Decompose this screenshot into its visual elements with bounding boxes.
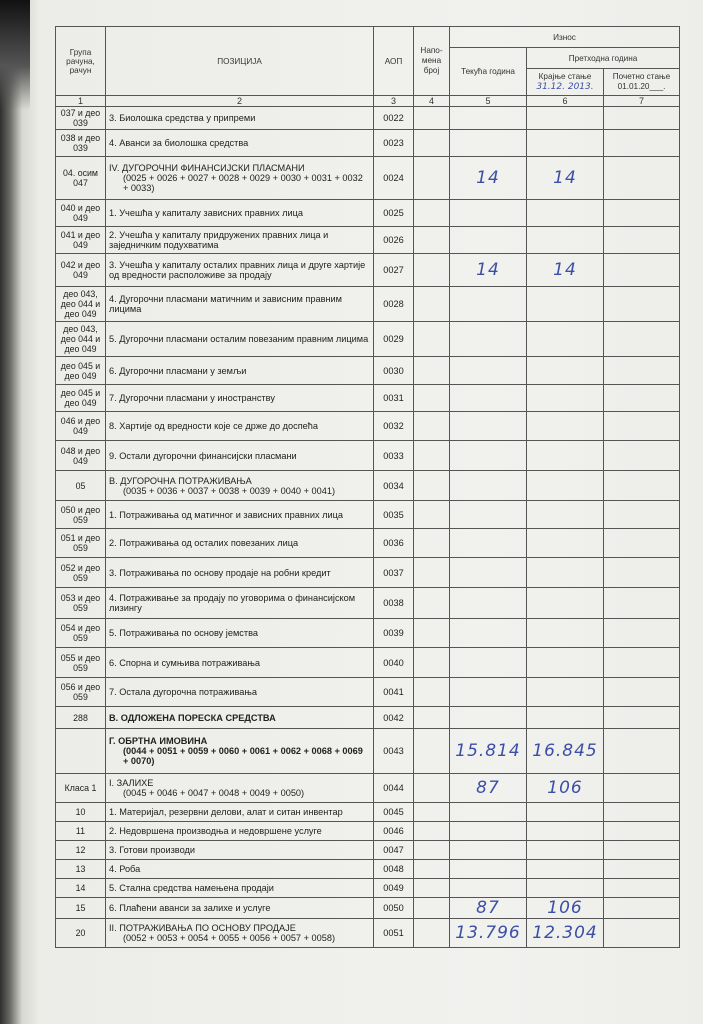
position-label: 2. Потраживања од осталих повезаних лица [109, 538, 299, 548]
current-amount-cell: 13.796 [450, 919, 527, 948]
opening-amount-cell [604, 200, 680, 227]
current-amount-cell [450, 357, 527, 385]
position-cell [106, 357, 374, 385]
position-label: 4. Дугорочни пласмани матичним и зависним правним лицима [109, 294, 342, 314]
table-row [56, 707, 680, 729]
position-label: 2. Недовршена производња и недовршене услуге [109, 826, 322, 836]
position-formula: (0044 + 0051 + 0059 + 0060 + 0061 + 0062 + 0068 + 0069 + 0070) [123, 746, 363, 766]
aop-cell: 0049 [374, 879, 414, 898]
account-cell: 054 и део 059 [56, 619, 106, 648]
opening-amount-cell [604, 898, 680, 919]
position-cell [106, 898, 374, 919]
position-cell [106, 287, 374, 322]
current-amount-cell [450, 385, 527, 412]
position-label: В. ОДЛОЖЕНА ПОРЕСКА СРЕДСТВА [109, 712, 276, 723]
current-amount-cell: 87 [450, 898, 527, 919]
closing-amount-cell [527, 860, 604, 879]
aop-cell: 0031 [374, 385, 414, 412]
current-amount-cell: 15.814 [450, 729, 527, 774]
aop-cell: 0027 [374, 254, 414, 287]
col-index: 1 [56, 96, 106, 107]
note-cell [414, 774, 450, 803]
closing-amount-cell [527, 619, 604, 648]
position-label: В. ДУГОРОЧНА ПОТРАЖИВАЊА [109, 475, 252, 486]
table-row [56, 287, 680, 322]
aop-cell: 0051 [374, 919, 414, 948]
current-amount-cell [450, 322, 527, 357]
account-cell: 10 [56, 803, 106, 822]
closing-amount-cell: 14 [527, 157, 604, 200]
aop-cell: 0029 [374, 322, 414, 357]
closing-amount-cell [527, 471, 604, 501]
aop-cell: 0047 [374, 841, 414, 860]
table-row [56, 471, 680, 501]
aop-cell: 0037 [374, 558, 414, 588]
closing-amount-cell [527, 879, 604, 898]
position-label: 1. Материјал, резервни делови, алат и ситан инвентар [109, 807, 343, 817]
current-amount-cell [450, 588, 527, 619]
account-cell: 04. осим 047 [56, 157, 106, 200]
note-cell [414, 619, 450, 648]
current-amount-cell [450, 860, 527, 879]
position-label: 4. Потраживање за продају по уговорима о финансијском лизингу [109, 593, 356, 613]
table-row [56, 227, 680, 254]
note-cell [414, 860, 450, 879]
note-cell [414, 678, 450, 707]
account-cell: Класа 1 [56, 774, 106, 803]
current-amount-cell [450, 287, 527, 322]
opening-amount-cell [604, 729, 680, 774]
position-cell [106, 227, 374, 254]
position-formula: (0045 + 0046 + 0047 + 0048 + 0049 + 0050) [123, 788, 305, 798]
account-cell: 288 [56, 707, 106, 729]
note-cell [414, 898, 450, 919]
table-row [56, 558, 680, 588]
table-row [56, 107, 680, 130]
closing-amount-cell [527, 385, 604, 412]
position-label: 6. Спорна и сумњива потраживања [109, 657, 260, 668]
position-cell [106, 529, 374, 558]
note-cell [414, 588, 450, 619]
table-row [56, 157, 680, 200]
col-index: 4 [414, 96, 450, 107]
account-cell: 20 [56, 919, 106, 948]
table-row [56, 412, 680, 441]
aop-cell: 0038 [374, 588, 414, 619]
note-cell [414, 287, 450, 322]
note-cell [414, 385, 450, 412]
account-cell: 046 и део 049 [56, 412, 106, 441]
position-cell [106, 254, 374, 287]
closing-amount-cell: 14 [527, 254, 604, 287]
opening-amount-cell [604, 774, 680, 803]
position-label: 7. Дугорочни пласмани у иностранству [109, 393, 275, 403]
opening-amount-cell [604, 357, 680, 385]
position-cell [106, 471, 374, 501]
account-cell: 11 [56, 822, 106, 841]
position-label: 2. Учешћа у капиталу придружених правних лица и заједничким подухватима [109, 230, 329, 250]
table-row [56, 648, 680, 678]
aop-cell: 0041 [374, 678, 414, 707]
table-row [56, 441, 680, 471]
opening-amount-cell [604, 619, 680, 648]
current-amount-cell [450, 822, 527, 841]
account-cell: 055 и део 059 [56, 648, 106, 678]
closing-amount-cell [527, 707, 604, 729]
current-amount-cell: 14 [450, 157, 527, 200]
table-row [56, 774, 680, 803]
opening-amount-cell [604, 107, 680, 130]
position-cell [106, 803, 374, 822]
current-amount-cell [450, 879, 527, 898]
table-row [56, 200, 680, 227]
current-amount-cell [450, 558, 527, 588]
account-cell: 041 и део 049 [56, 227, 106, 254]
position-label: 1. Потраживања од матичног и зависних правних лица [109, 509, 343, 520]
note-cell [414, 227, 450, 254]
opening-amount-cell [604, 385, 680, 412]
current-amount-cell [450, 441, 527, 471]
header-aop: АОП [374, 27, 414, 96]
note-cell [414, 157, 450, 200]
position-formula: (0025 + 0026 + 0027 + 0028 + 0029 + 0030 + 0031 + 0032 + 0033) [123, 173, 363, 193]
account-cell: 051 и део 059 [56, 529, 106, 558]
note-cell [414, 501, 450, 529]
position-label: 6. Дугорочни пласмани у земљи [109, 365, 247, 376]
closing-balance-label: Крајње стање [538, 72, 592, 81]
table-row [56, 860, 680, 879]
table-row [56, 803, 680, 822]
position-cell [106, 822, 374, 841]
position-label: 7. Остала дугорочна потраживања [109, 687, 257, 697]
account-cell: 050 и део 059 [56, 501, 106, 529]
aop-cell: 0045 [374, 803, 414, 822]
header-account-group: Група рачуна, рачун [56, 27, 106, 96]
aop-cell: 0046 [374, 822, 414, 841]
opening-amount-cell [604, 227, 680, 254]
closing-amount-cell [527, 357, 604, 385]
balance-sheet-table [55, 26, 680, 948]
aop-cell: 0028 [374, 287, 414, 322]
account-cell [56, 729, 106, 774]
current-amount-cell [450, 707, 527, 729]
opening-amount-cell [604, 287, 680, 322]
note-cell [414, 841, 450, 860]
aop-cell: 0036 [374, 529, 414, 558]
position-cell [106, 385, 374, 412]
position-cell [106, 501, 374, 529]
position-cell [106, 841, 374, 860]
position-cell [106, 558, 374, 588]
aop-cell: 0034 [374, 471, 414, 501]
aop-cell: 0030 [374, 357, 414, 385]
closing-amount-cell: 106 [527, 898, 604, 919]
current-amount-cell [450, 678, 527, 707]
opening-amount-cell [604, 678, 680, 707]
closing-amount-cell [527, 200, 604, 227]
opening-amount-cell [604, 501, 680, 529]
account-cell: 053 и део 059 [56, 588, 106, 619]
position-cell [106, 107, 374, 130]
table-row [56, 529, 680, 558]
opening-amount-cell [604, 471, 680, 501]
column-index-row [56, 96, 680, 107]
position-label: 5. Стална средства намењена продаји [109, 883, 274, 893]
header-prev-year: Претходна година [527, 48, 680, 69]
closing-balance-date: 31.12. 2013. [536, 82, 594, 92]
aop-cell: 0024 [374, 157, 414, 200]
opening-amount-cell [604, 558, 680, 588]
opening-amount-cell [604, 412, 680, 441]
closing-amount-cell [527, 558, 604, 588]
col-index: 2 [106, 96, 374, 107]
current-amount-cell [450, 471, 527, 501]
aop-cell: 0040 [374, 648, 414, 678]
account-cell: 052 и део 059 [56, 558, 106, 588]
account-cell: 038 и део 039 [56, 130, 106, 157]
current-amount-cell [450, 107, 527, 130]
position-formula: (0035 + 0036 + 0037 + 0038 + 0039 + 0040 + 0041) [123, 485, 336, 496]
table-row [56, 385, 680, 412]
note-cell [414, 130, 450, 157]
aop-cell: 0035 [374, 501, 414, 529]
position-cell [106, 919, 374, 948]
aop-cell: 0044 [374, 774, 414, 803]
position-label: I. ЗАЛИХЕ [109, 778, 154, 788]
current-amount-cell [450, 803, 527, 822]
binding-shadow [0, 0, 30, 110]
note-cell [414, 357, 450, 385]
current-amount-cell [450, 619, 527, 648]
aop-cell: 0039 [374, 619, 414, 648]
aop-cell: 0033 [374, 441, 414, 471]
current-amount-cell [450, 227, 527, 254]
aop-cell: 0025 [374, 200, 414, 227]
header-opening-balance: Почетно стање 01.01.20___. [604, 69, 680, 96]
opening-amount-cell [604, 822, 680, 841]
position-label: II. ПОТРАЖИВАЊА ПО ОСНОВУ ПРОДАЈЕ [109, 923, 296, 933]
note-cell [414, 107, 450, 130]
current-amount-cell: 14 [450, 254, 527, 287]
closing-amount-cell: 12.304 [527, 919, 604, 948]
table-row [56, 130, 680, 157]
col-index: 3 [374, 96, 414, 107]
table-row [56, 501, 680, 529]
closing-amount-cell [527, 130, 604, 157]
position-label: 3. Готови производи [109, 845, 195, 855]
table-row [56, 588, 680, 619]
account-cell: 15 [56, 898, 106, 919]
position-label: IV. ДУГОРОЧНИ ФИНАНСИЈСКИ ПЛАСМАНИ [109, 163, 305, 173]
opening-amount-cell [604, 860, 680, 879]
position-cell [106, 441, 374, 471]
note-cell [414, 529, 450, 558]
position-label: 4. Аванси за биолошка средства [109, 138, 249, 148]
current-amount-cell: 87 [450, 774, 527, 803]
header-closing-balance [527, 69, 604, 96]
note-cell [414, 441, 450, 471]
closing-amount-cell [527, 803, 604, 822]
account-cell: 042 и део 049 [56, 254, 106, 287]
closing-amount-cell [527, 107, 604, 130]
col-index: 7 [604, 96, 680, 107]
note-cell [414, 822, 450, 841]
closing-amount-cell: 106 [527, 774, 604, 803]
note-cell [414, 471, 450, 501]
note-cell [414, 879, 450, 898]
account-cell: 056 и део 059 [56, 678, 106, 707]
table-row [56, 254, 680, 287]
note-cell [414, 919, 450, 948]
account-cell: 05 [56, 471, 106, 501]
closing-amount-cell [527, 322, 604, 357]
note-cell [414, 803, 450, 822]
position-cell [106, 588, 374, 619]
position-cell [106, 130, 374, 157]
col-index: 6 [527, 96, 604, 107]
closing-amount-cell [527, 227, 604, 254]
position-label: 4. Роба [109, 864, 141, 874]
aop-cell: 0042 [374, 707, 414, 729]
position-label: 5. Потраживања по основу јемства [109, 628, 258, 638]
account-cell: 040 и део 049 [56, 200, 106, 227]
account-cell: део 043, део 044 и део 049 [56, 322, 106, 357]
closing-amount-cell [527, 841, 604, 860]
position-label: 5. Дугорочни пласмани осталим повезаним правним лицима [109, 334, 369, 344]
position-cell [106, 774, 374, 803]
opening-amount-cell [604, 707, 680, 729]
header-position: ПОЗИЦИЈА [106, 27, 374, 96]
closing-amount-cell [527, 287, 604, 322]
opening-amount-cell [604, 130, 680, 157]
position-cell [106, 157, 374, 200]
header-current-year: Текућа година [450, 48, 527, 96]
opening-amount-cell [604, 919, 680, 948]
opening-amount-cell [604, 879, 680, 898]
opening-amount-cell [604, 254, 680, 287]
note-cell [414, 729, 450, 774]
table-row [56, 678, 680, 707]
note-cell [414, 707, 450, 729]
account-cell: 048 и део 049 [56, 441, 106, 471]
note-cell [414, 558, 450, 588]
position-cell [106, 619, 374, 648]
table-row [56, 322, 680, 357]
account-cell: 14 [56, 879, 106, 898]
note-cell [414, 200, 450, 227]
position-label: Г. ОБРТНА ИМОВИНА [109, 736, 208, 746]
opening-amount-cell [604, 322, 680, 357]
aop-cell: 0023 [374, 130, 414, 157]
aop-cell: 0032 [374, 412, 414, 441]
closing-amount-cell [527, 588, 604, 619]
header-note: Напо-мена број [414, 27, 450, 96]
position-cell [106, 648, 374, 678]
table-row [56, 619, 680, 648]
position-cell [106, 678, 374, 707]
table-row [56, 919, 680, 948]
position-label: 3. Биолошка средства у припреми [109, 113, 256, 123]
opening-amount-cell [604, 648, 680, 678]
note-cell [414, 412, 450, 441]
position-label: 3. Учешћа у капиталу осталих правних лица и друге хартије од вредности расположиве за продају [109, 260, 366, 280]
current-amount-cell [450, 412, 527, 441]
table-row [56, 729, 680, 774]
table-row [56, 357, 680, 385]
closing-amount-cell [527, 529, 604, 558]
position-cell [106, 707, 374, 729]
current-amount-cell [450, 841, 527, 860]
table-row [56, 879, 680, 898]
account-cell: део 045 и део 049 [56, 385, 106, 412]
position-label: 6. Плаћени аванси за залихе и услуге [109, 903, 271, 913]
position-cell [106, 879, 374, 898]
position-cell [106, 729, 374, 774]
table-row [56, 898, 680, 919]
note-cell [414, 648, 450, 678]
aop-cell: 0043 [374, 729, 414, 774]
position-cell [106, 322, 374, 357]
account-cell: део 045 и део 049 [56, 357, 106, 385]
opening-amount-cell [604, 588, 680, 619]
current-amount-cell [450, 529, 527, 558]
opening-amount-cell [604, 803, 680, 822]
aop-cell: 0026 [374, 227, 414, 254]
col-index: 5 [450, 96, 527, 107]
aop-cell: 0050 [374, 898, 414, 919]
closing-amount-cell [527, 501, 604, 529]
opening-amount-cell [604, 529, 680, 558]
position-label: 3. Потраживања по основу продаје на робни кредит [109, 567, 331, 578]
closing-amount-cell [527, 412, 604, 441]
opening-amount-cell [604, 841, 680, 860]
closing-amount-cell: 16.845 [527, 729, 604, 774]
header-amount: Износ [450, 27, 680, 48]
current-amount-cell [450, 501, 527, 529]
note-cell [414, 254, 450, 287]
aop-cell: 0022 [374, 107, 414, 130]
position-formula: (0052 + 0053 + 0054 + 0055 + 0056 + 0057 + 0058) [123, 933, 336, 943]
opening-amount-cell [604, 157, 680, 200]
position-cell [106, 200, 374, 227]
note-cell [414, 322, 450, 357]
position-cell [106, 412, 374, 441]
table-row [56, 822, 680, 841]
account-cell: део 043, део 044 и део 049 [56, 287, 106, 322]
current-amount-cell [450, 200, 527, 227]
closing-amount-cell [527, 648, 604, 678]
closing-amount-cell [527, 441, 604, 471]
current-amount-cell [450, 648, 527, 678]
account-cell: 13 [56, 860, 106, 879]
account-cell: 12 [56, 841, 106, 860]
position-label: 1. Учешћа у капиталу зависних правних лица [109, 208, 303, 218]
account-cell: 037 и део 039 [56, 107, 106, 130]
position-label: 9. Остали дугорочни финансијски пласмани [109, 450, 297, 461]
current-amount-cell [450, 130, 527, 157]
table-row [56, 841, 680, 860]
opening-amount-cell [604, 441, 680, 471]
aop-cell: 0048 [374, 860, 414, 879]
position-label: 8. Хартије од вредности које се држе до доспећа [109, 421, 319, 431]
position-cell [106, 860, 374, 879]
closing-amount-cell [527, 678, 604, 707]
closing-amount-cell [527, 822, 604, 841]
